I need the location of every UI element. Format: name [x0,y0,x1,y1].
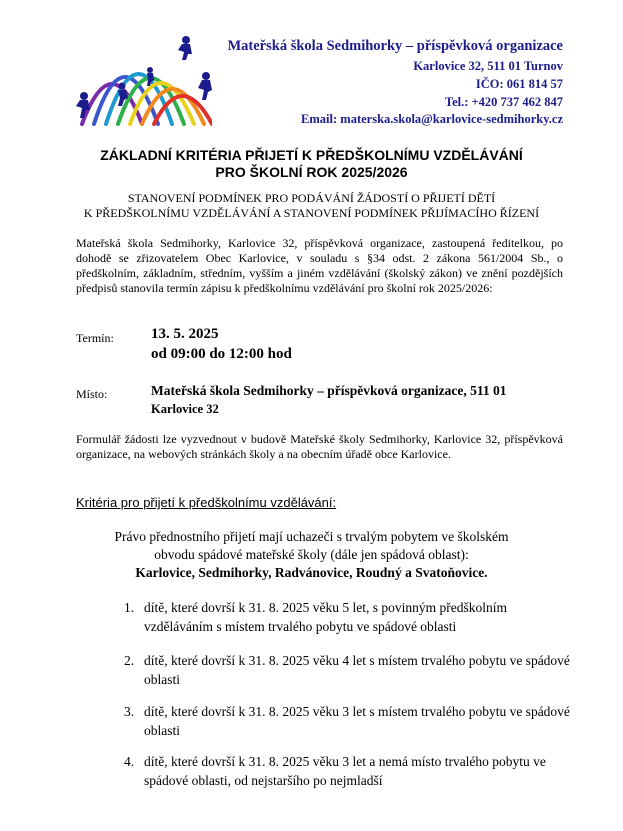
criteria-item-text: dítě, které dovrší k 31. 8. 2025 věku 3 let s místem trvalého pobytu ve spádové oblasti [144,704,570,738]
intro-paragraph: Mateřská škola Sedmihorky, Karlovice 32, příspěvková organizace, zastoupená ředitelkou, po dohodě se zřizovatelem Obec Karlovice, v souladu s §34 odst. 2 zákona 561/2004 Sb., o předškolním, základním, středním, vyšším a jiném vzdělávání (školský zákon) ve znění pozdějších předpisů stanovila termín zápisu k předškolnímu vzdělávání pro školní rok 2025/2026: [76,236,563,295]
org-phone: Tel.: +420 737 462 847 [444,95,563,109]
org-ico: IČO: 061 814 57 [475,77,563,91]
org-name: Mateřská škola Sedmihorky – příspěvková organizace [227,38,563,54]
criteria-item-number: 4. [124,754,135,769]
criteria-item-number: 1. [124,600,135,615]
child-figure-top [178,36,192,60]
misto-line1: Mateřská škola Sedmihorky – příspěvková organizace, 511 01 [151,383,507,398]
termin-label: Termín: [76,331,114,345]
document-subtitle-line1: STANOVENÍ PODMÍNEK PRO PODÁVÁNÍ ŽÁDOSTÍ O PŘIJETÍ DĚTÍ [127,191,496,205]
misto-line2: Karlovice 32 [151,402,219,416]
criteria-intro-line2: obvodu spádové mateřské školy (dále jen spádová oblast): [154,547,469,562]
form-note-paragraph: Formulář žádosti lze vyzvednout v budově Mateřské školy Sedmihorky, Karlovice 32, příspěvková organizace, na webových stránkách školy a na obecním úřadě obce Karlovice. [76,432,563,461]
school-logo [72,34,212,126]
org-email: Email: materska.skola@karlovice-sedmihorky.cz [301,112,563,126]
logo-arch-orange [142,89,204,124]
termin-time: od 09:00 do 12:00 hod [151,346,292,362]
document-subtitle-line2: K PŘEDŠKOLNÍMU VZDĚLÁVÁNÍ A STANOVENÍ PODMÍNEK PŘIJÍMACÍHO ŘÍZENÍ [83,206,540,220]
termin-date: 13. 5. 2025 [151,326,219,342]
criteria-item-number: 3. [124,704,135,719]
org-address: Karlovice 32, 511 01 Turnov [413,59,563,73]
criteria-intro-line1: Právo přednostního přijetí mají uchazeči s trvalým pobytem ve školském [114,529,509,544]
criteria-heading: Kritéria pro přijetí k předškolnímu vzdělávání: [76,495,337,510]
criteria-item-text: dítě, které dovrší k 31. 8. 2025 věku 3 let a nemá místo trvalého pobytu ve spádové oblasti, od nejstaršího po nejmladší [144,754,546,788]
criteria-item-text: dítě, které dovrší k 31. 8. 2025 věku 5 let, s povinným předškolním vzděláváním s místem trvalého pobytu ve spádové oblasti [144,600,507,634]
document-title-line2: PRO ŠKOLNÍ ROK 2025/2026 [215,164,408,180]
child-figure-right [198,72,212,100]
misto-label: Místo: [76,387,108,401]
document-title-line1: ZÁKLADNÍ KRITÉRIA PŘIJETÍ K PŘEDŠKOLNÍMU VZDĚLÁVÁNÍ [100,147,523,163]
criteria-area: Karlovice, Sedmihorky, Radvánovice, Roudný a Svatoňovice. [135,565,488,580]
criteria-item-number: 2. [124,653,135,668]
criteria-item-text: dítě, které dovrší k 31. 8. 2025 věku 4 let s místem trvalého pobytu ve spádové oblasti [144,653,570,687]
